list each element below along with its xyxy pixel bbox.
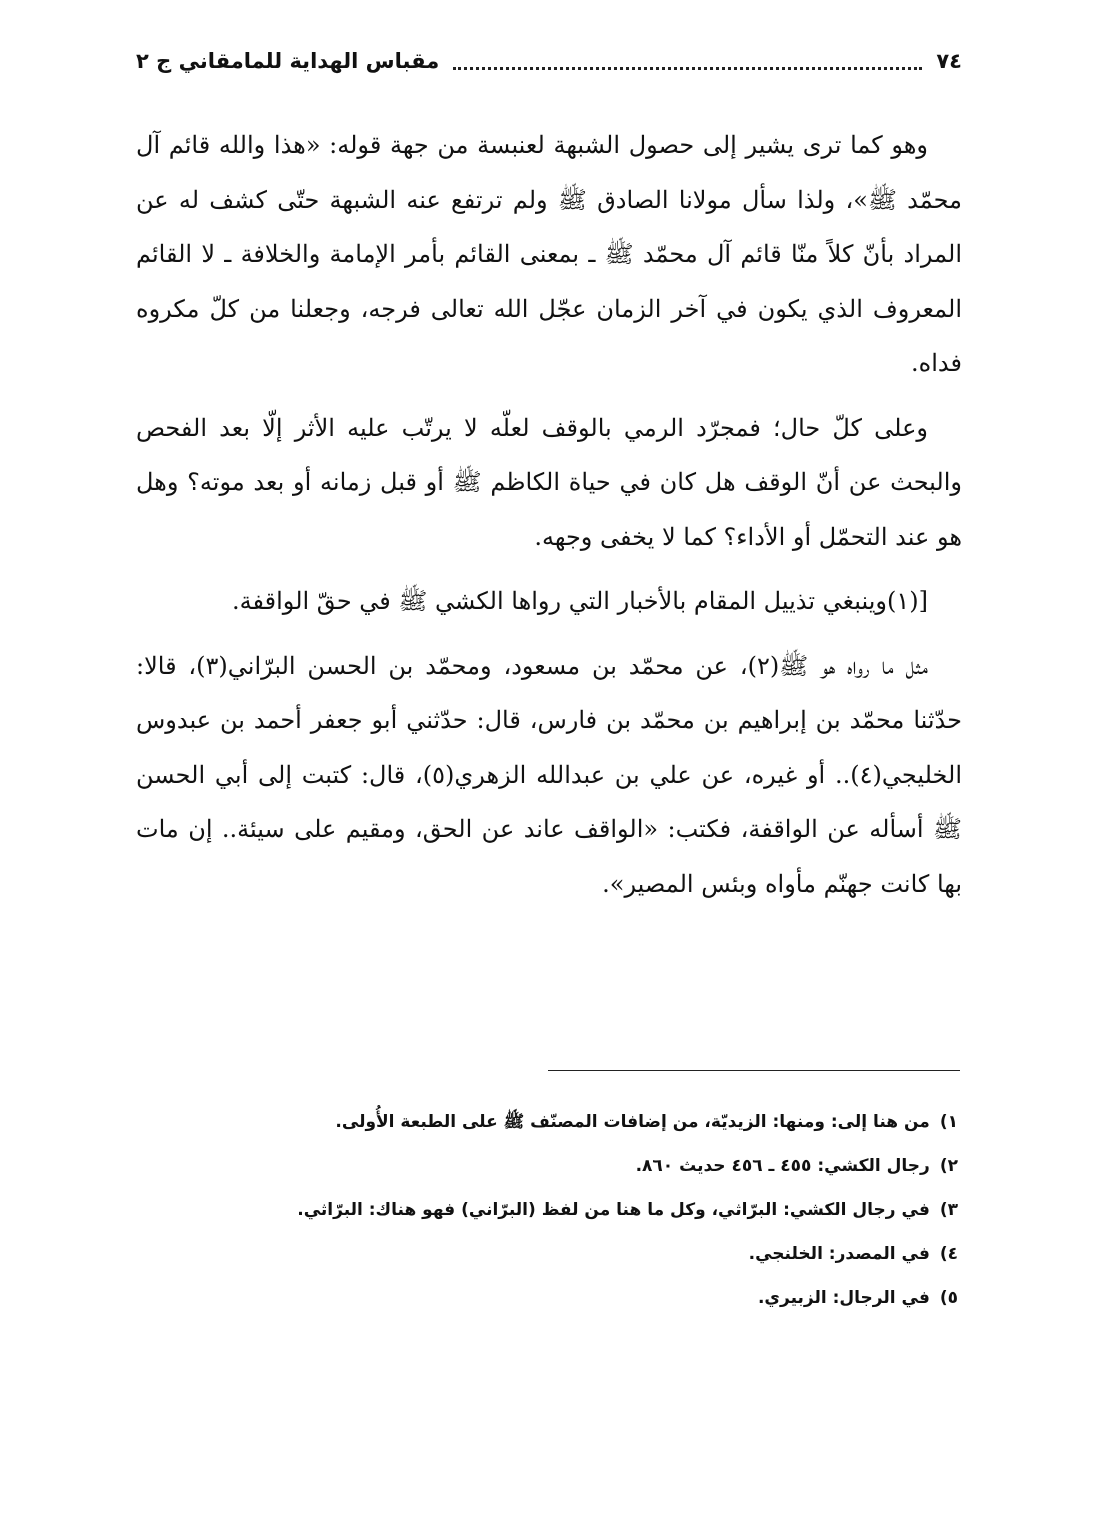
page-header — [136, 40, 962, 82]
running-title: مقباس الهداية للمامقاني ج ٢ — [136, 49, 440, 73]
footnote-separator — [548, 1070, 960, 1071]
footnotes — [136, 1100, 962, 1320]
main-text — [136, 118, 962, 921]
page-number: ٧٤ — [936, 49, 962, 73]
paragraph: وهو كما ترى يشير إلى حصول الشبهة لعنبسة من جهة قوله: «هذا والله قائم آل محمّد ﷺ»، ولذا سأل مولانا الصادق ﷺ ولم ترتفع عنه الشبهة حتّى كشف له عن المراد بأنّ كلاً منّا قائم آل محمّد ﷺ ـ بمعنى القائم بأمر الإمامة والخلافة ـ لا القائم المعروف الذي يكون في آخر الزمان عجّل الله تعالى فرجه، وجعلنا من كلّ مكروه فداه. — [136, 131, 962, 377]
footnote — [136, 1100, 962, 1144]
footnote-number: ٤) — [939, 1244, 958, 1264]
footnote — [136, 1232, 962, 1276]
paragraph: [(١)وينبغي تذييل المقام بالأخبار التي رواها الكشي ﷺ في حقّ الواقفة. — [232, 587, 928, 615]
footnote-text: من هنا إلى: ومنها: الزيديّة، من إضافات المصنّف ﷺ على الطبعة الأُولى. — [335, 1112, 930, 1132]
dot-leader — [453, 63, 922, 70]
footnote-number: ٢) — [939, 1156, 958, 1176]
footnote-number: ١) — [939, 1112, 958, 1132]
footnote — [136, 1276, 962, 1320]
paragraph: مثل ما رواه هو ﷺ(٢)، عن محمّد بن مسعود، ومحمّد بن الحسن البرّاني(٣)، قالا: حدّثنا محمّد بن إبراهيم بن محمّد بن فارس، قال: حدّثني أبو جعفر أحمد بن عبدوس الخليجي(٤).. أو غيره، عن علي بن عبدالله الزهري(٥)، قال: كتبت إلى أبي الحسن ﷺ أسأله عن الواقفة، فكتب: «الواقف عاند عن الحق، ومقيم على سيئة.. إن مات بها كانت جهنّم مأواه وبئس المصير». — [136, 651, 963, 898]
footnote-text: في الرجال: الزبيري. — [757, 1288, 930, 1308]
footnote-text: في رجال الكشي: البرّاثي، وكل ما هنا من لفظ (البرّاني) فهو هناك: البرّاثي. — [297, 1200, 930, 1220]
footnote — [136, 1188, 962, 1232]
footnote-text: رجال الكشي: ٤٥٥ ـ ٤٥٦ حديث ٨٦٠. — [635, 1156, 930, 1176]
footnote-text: في المصدر: الخلنجي. — [748, 1244, 930, 1264]
footnote-number: ٥) — [939, 1288, 958, 1308]
footnote — [136, 1144, 962, 1188]
footnote-number: ٣) — [939, 1200, 958, 1220]
paragraph: وعلى كلّ حال؛ فمجرّد الرمي بالوقف لعلّه لا يرتّب عليه الأثر إلّا بعد الفحص والبحث عن أنّ الوقف هل كان في حياة الكاظم ﷺ أو قبل زمانه أو بعد موته؟ وهل هو عند التحمّل أو الأداء؟ كما لا يخفى وجهه. — [136, 413, 962, 551]
